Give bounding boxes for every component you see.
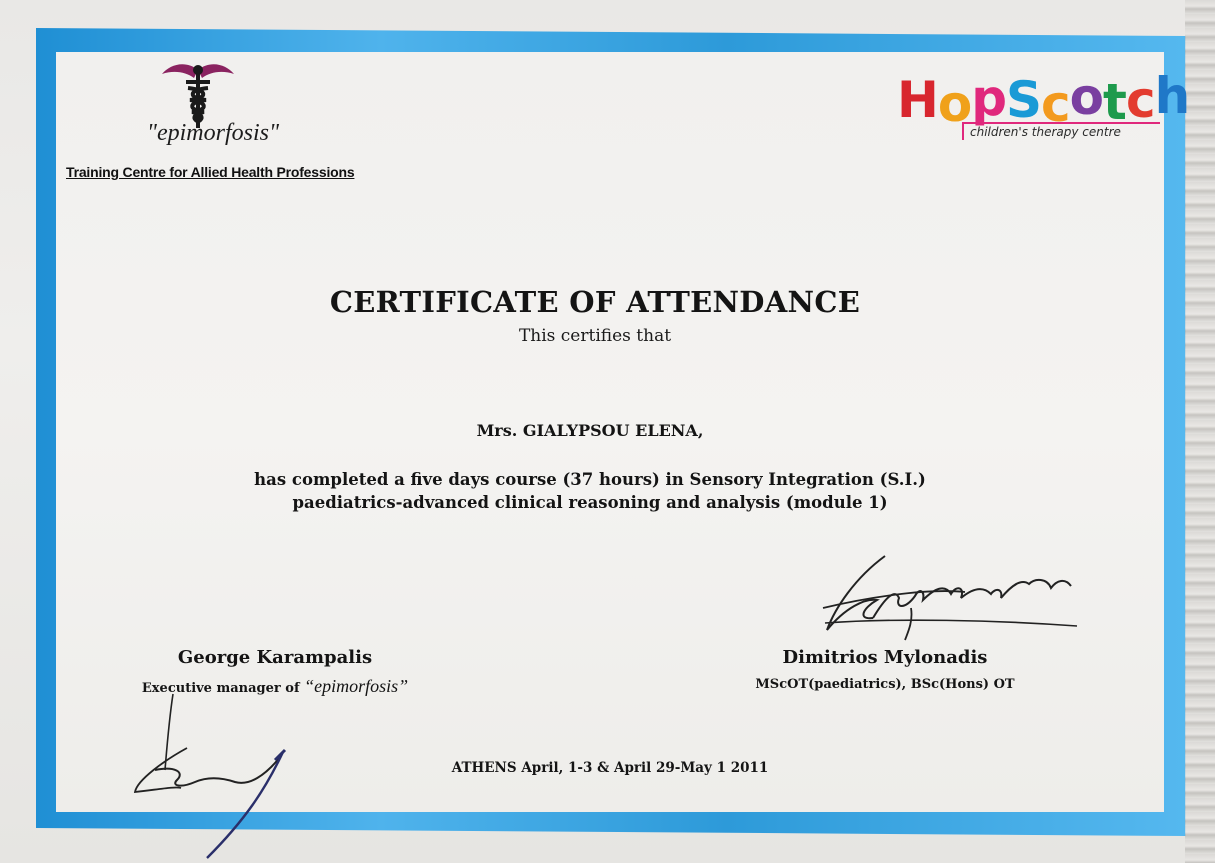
recipient-name: Mrs. GIALYPSOU ELENA, (476, 421, 704, 440)
logo-letter: H (897, 71, 938, 129)
signatory-left-name: George Karampalis (177, 647, 373, 668)
issuer-left-subtitle: Training Centre for Allied Health Professions (66, 164, 355, 180)
certifies-text: This certifies that (518, 326, 672, 346)
issuer-right-subtitle: children's therapy centre (962, 122, 1160, 140)
logo-letter: S (1006, 71, 1042, 129)
signature-left (125, 690, 295, 860)
logo-letter: o (1069, 68, 1104, 126)
logo-letter: c (1041, 75, 1070, 133)
issuer-left-name: "epimorfosis" (146, 120, 280, 146)
signatory-left-role-org: “epimorfosis” (304, 676, 409, 696)
course-line-2: paediatrics-advanced clinical reasoning and analysis (module 1) (292, 493, 888, 512)
certificate-title: CERTIFICATE OF ATTENDANCE (329, 285, 861, 319)
course-description (0, 468, 1180, 514)
place-and-date: ATHENS April, 1-3 & April 29-May 1 2011 (451, 760, 769, 776)
logo-letter: o (937, 75, 972, 133)
course-line-1: has completed a five days course (37 hours) in Sensory Integration (S.I.) (254, 470, 926, 489)
logo-letter: c (1125, 71, 1155, 129)
signatory-right-credentials: MScOT(paediatrics), BSc(Hons) OT (755, 677, 1015, 692)
logo-letter: h (1154, 67, 1190, 125)
signature-right (815, 548, 1085, 643)
logo-letter: p (971, 69, 1007, 127)
paper-stack-edge (1185, 0, 1215, 863)
logo-letter: t (1103, 73, 1126, 131)
signatory-right-name: Dimitrios Mylonadis (782, 647, 988, 668)
signatory-left-role-prefix: Executive manager of (141, 681, 305, 696)
